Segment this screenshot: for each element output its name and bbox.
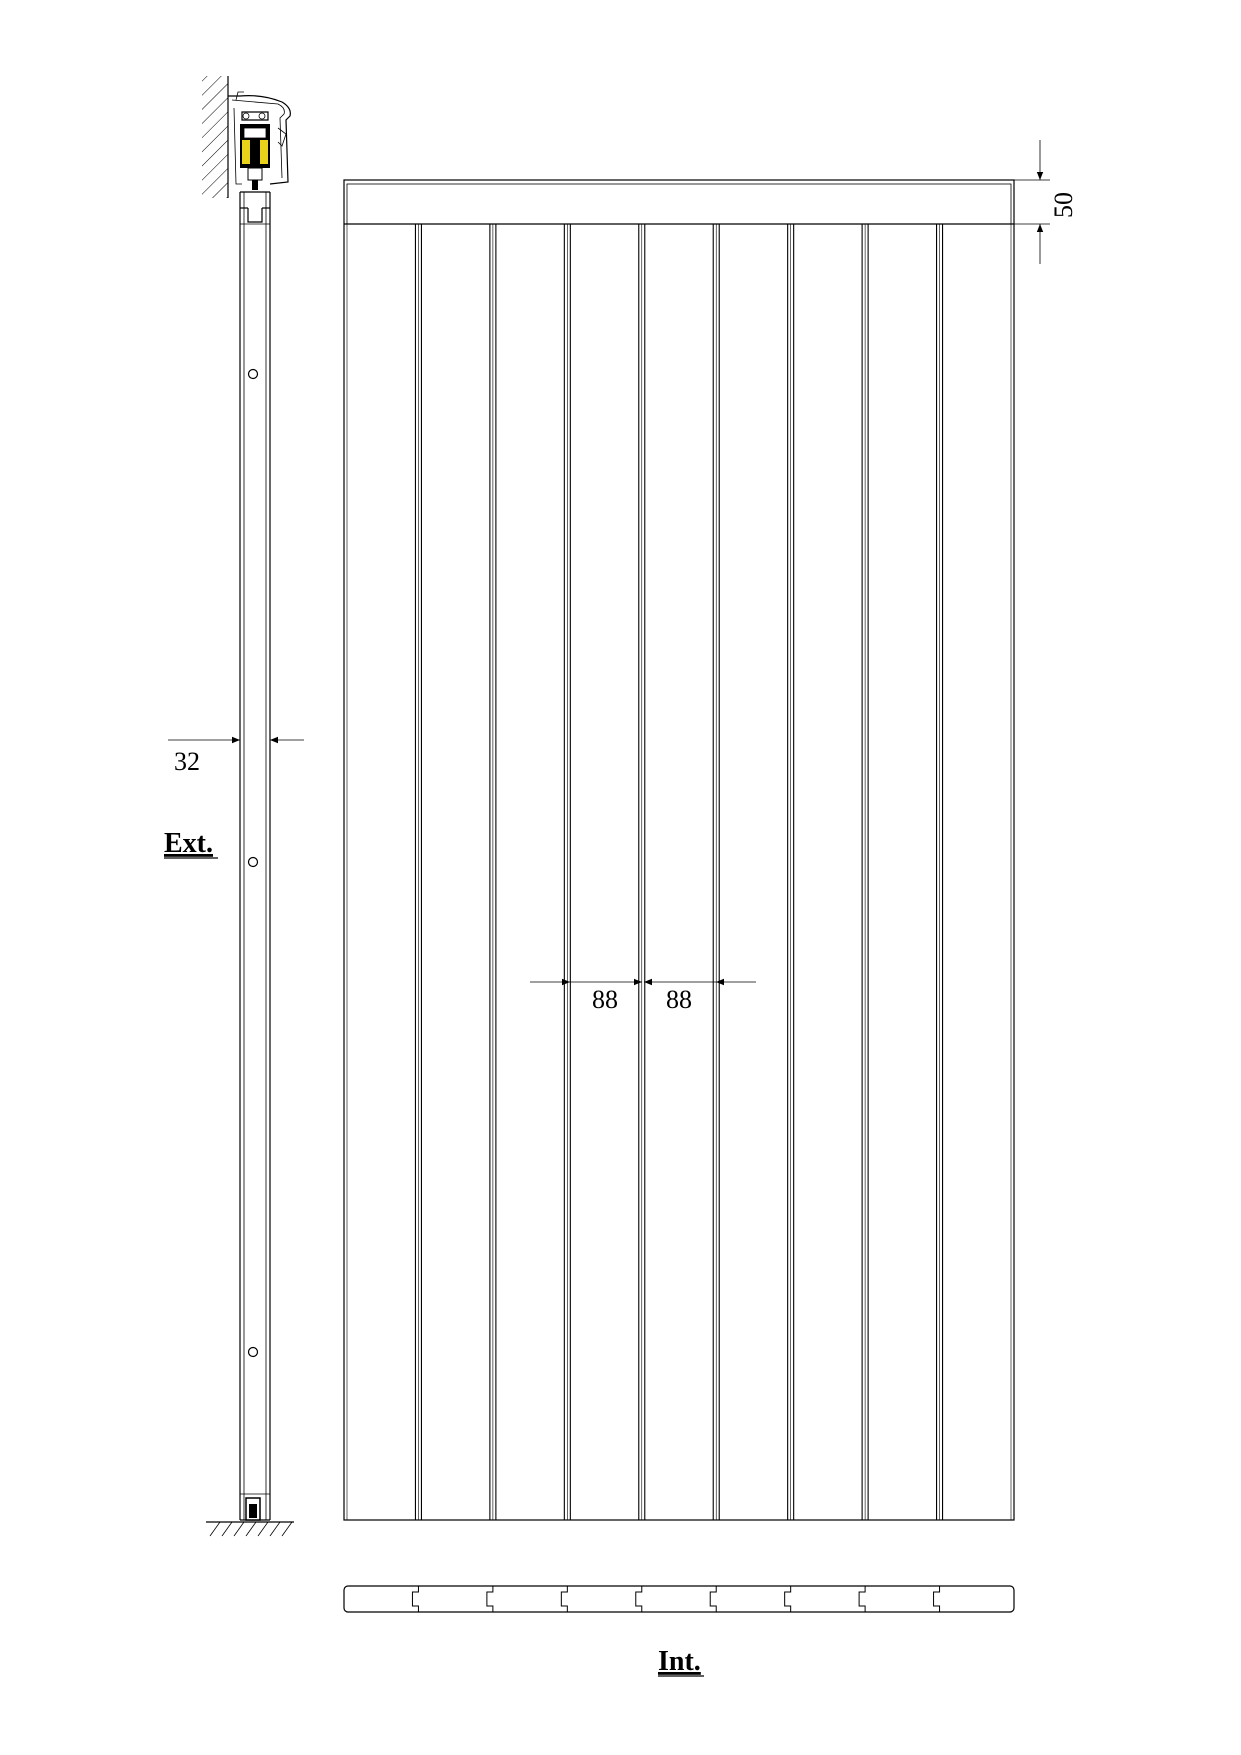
tongue-groove-profile — [344, 1586, 1014, 1612]
board-grooves — [347, 224, 1011, 1520]
door-leaf-section — [240, 192, 270, 1520]
top-band — [347, 184, 1011, 224]
profile-joint — [710, 1586, 716, 1612]
exterior-label: Ext. — [164, 828, 213, 859]
door-outline — [344, 180, 1014, 1520]
profile-joint — [859, 1586, 865, 1612]
top-band-dimension-label: 50 — [1049, 192, 1078, 218]
board-width-left-label: 88 — [592, 985, 618, 1014]
wall-hatch — [202, 76, 228, 198]
roller-accent-left — [242, 140, 250, 164]
thickness-dimension — [168, 740, 304, 776]
profile-joint — [487, 1586, 493, 1612]
profile-outline — [344, 1586, 1014, 1612]
pin-hole-bottom — [249, 1348, 258, 1357]
front-elevation-view — [344, 140, 1078, 1520]
pin-hole-top — [249, 370, 258, 379]
profile-joint — [412, 1586, 418, 1612]
roller-carriage — [240, 124, 270, 190]
profile-joint — [636, 1586, 642, 1612]
thickness-dimension-label: 32 — [174, 747, 200, 776]
interior-label: Int. — [658, 1646, 701, 1677]
profile-joint — [785, 1586, 791, 1612]
top-band-dimension — [1014, 140, 1078, 264]
profile-joint — [934, 1586, 940, 1612]
pin-hole-middle — [249, 858, 258, 867]
board-width-right-label: 88 — [666, 985, 692, 1014]
floor-hatch — [206, 1522, 294, 1536]
board-profile-view — [344, 1586, 1014, 1677]
side-section-view — [164, 76, 304, 1536]
roller-accent-right — [260, 140, 268, 164]
profile-joint — [561, 1586, 567, 1612]
